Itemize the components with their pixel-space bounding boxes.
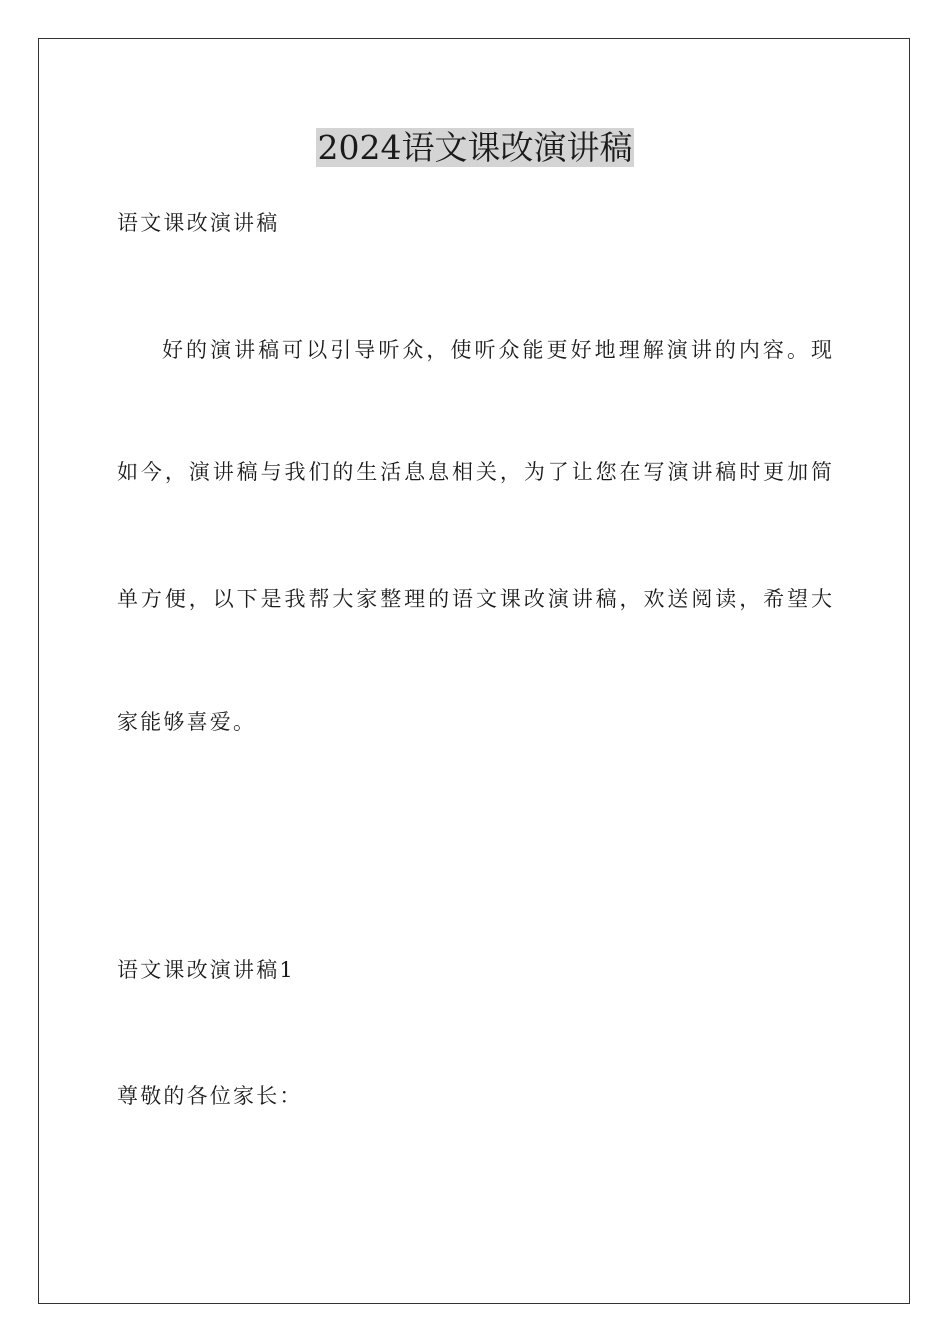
document-subtitle: 语文课改演讲稿 (117, 211, 280, 235)
intro-line-4: 家能够喜爱。 (117, 710, 257, 734)
document-title-text: 2024语文课改演讲稿 (317, 128, 633, 167)
intro-line-2: 如今，演讲稿与我们的生活息息相关，为了让您在写演讲稿时更加简 (117, 460, 832, 484)
section-heading: 语文课改演讲稿1 (117, 958, 295, 982)
document-title (0, 125, 950, 171)
intro-line-1: 好的演讲稿可以引导听众，使听众能更好地理解演讲的内容。现 (162, 338, 832, 362)
salutation: 尊敬的各位家长： (117, 1084, 303, 1108)
intro-line-3: 单方便，以下是我帮大家整理的语文课改演讲稿，欢送阅读，希望大 (117, 587, 832, 611)
